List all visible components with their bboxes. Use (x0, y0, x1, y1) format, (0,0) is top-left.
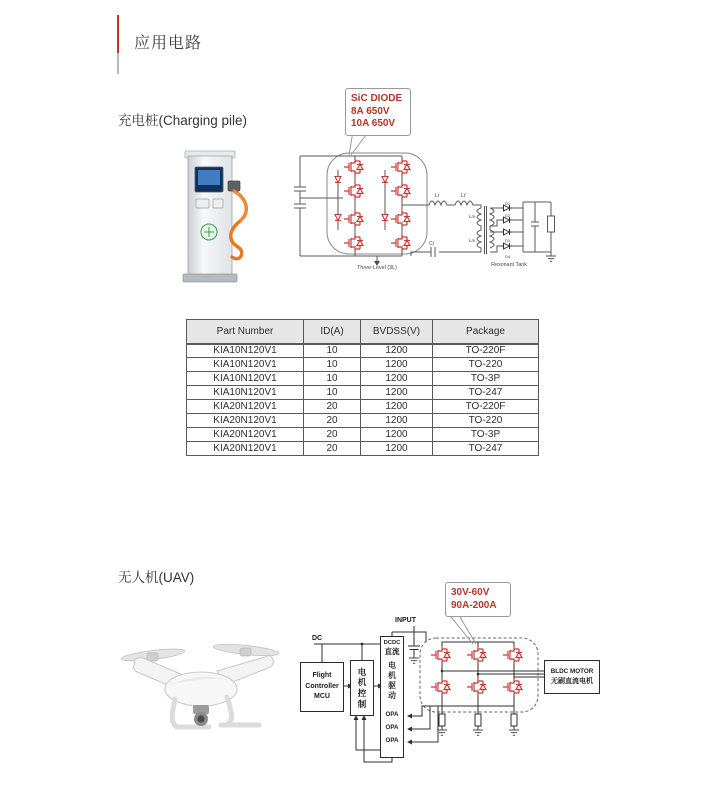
header-part-number: Part Number (187, 320, 304, 344)
callout-line: 8A 650V (351, 105, 390, 117)
motor-control-label: 电机控制 (357, 666, 367, 709)
cell-package: TO-220 (433, 414, 539, 428)
label-d1: D1 (505, 201, 511, 206)
cell-package: TO-247 (433, 442, 539, 456)
cell-id: 20 (304, 442, 361, 456)
table-row (187, 428, 539, 442)
section-label-charging-pile: 充电桩(Charging pile) (118, 113, 248, 128)
cell-part: KIA20N120V1 (187, 400, 304, 414)
bldc-motor-box (544, 660, 600, 694)
cell-id: 20 (304, 400, 361, 414)
cell-id: 10 (304, 358, 361, 372)
opa-label: OPA (385, 711, 399, 718)
bldc-label-en: BLDC MOTOR (550, 667, 594, 675)
cell-bvdss: 1200 (361, 442, 433, 456)
section-label-uav: 无人机(UAV) (118, 570, 195, 585)
parts-table (186, 319, 539, 456)
cell-bvdss: 1200 (361, 414, 433, 428)
table-row (187, 372, 539, 386)
motor-control-box (350, 660, 374, 716)
label-cr: Cr (429, 241, 435, 247)
uav-drone-photo (113, 627, 291, 753)
callout-line: 30V-60V (451, 587, 490, 598)
cell-id: 10 (304, 372, 361, 386)
cell-part: KIA20N120V1 (187, 414, 304, 428)
cell-part: KIA10N120V1 (187, 386, 304, 400)
cell-part: KIA20N120V1 (187, 428, 304, 442)
cell-package: TO-3P (433, 428, 539, 442)
cell-bvdss: 1200 (361, 400, 433, 414)
table-header-row (187, 320, 539, 344)
cell-part: KIA10N120V1 (187, 358, 304, 372)
cell-id: 10 (304, 386, 361, 400)
accent-bar-gray (117, 53, 119, 74)
label-dc: DC (312, 635, 323, 642)
table-row (187, 358, 539, 372)
table-row (187, 400, 539, 414)
table-row (187, 386, 539, 400)
opa-label: OPA (385, 737, 399, 744)
cell-package: TO-220 (433, 358, 539, 372)
label-input: INPUT (395, 617, 416, 624)
table-row (187, 414, 539, 428)
callout-line: 10A 650V (351, 118, 396, 129)
accent-bar-red (117, 15, 119, 53)
cell-bvdss: 1200 (361, 428, 433, 442)
label-d4: D4 (505, 254, 511, 259)
label-lm: Lm (469, 214, 476, 219)
cell-package: TO-247 (433, 386, 539, 400)
table-row (187, 442, 539, 456)
page-title: 应用电路 (134, 35, 203, 52)
bldc-label-cn: 无刷直流电机 (551, 677, 593, 685)
cell-bvdss: 1200 (361, 344, 433, 358)
label-resonant-tank: Resonant Tank (491, 262, 527, 268)
opa-label: OPA (385, 724, 399, 731)
flight-controller-mcu-box: Flight Controller MCU (300, 662, 344, 712)
dcdc-label: DCDC (383, 640, 401, 646)
cell-id: 10 (304, 344, 361, 358)
cell-package: TO-3P (433, 372, 539, 386)
motor-drive-label: 电机驱动 (388, 661, 396, 701)
cell-package: TO-220F (433, 400, 539, 414)
charging-circuit-schematic (283, 142, 571, 270)
cell-part: KIA10N120V1 (187, 344, 304, 358)
callout-line: 90A-200A (451, 599, 497, 611)
header-id: ID(A) (304, 320, 361, 344)
label-three-level: Three-Level (3L) (357, 265, 397, 270)
callout-sic-diode (345, 88, 411, 136)
label-lm: Lm (469, 238, 476, 243)
callout-line: SiC DIODE (351, 93, 403, 104)
label-lr2: Lr' (461, 193, 467, 199)
header-bvdss: BVDSS(V) (361, 320, 433, 344)
cell-part: KIA20N120V1 (187, 442, 304, 456)
cell-part: KIA10N120V1 (187, 372, 304, 386)
cell-id: 20 (304, 428, 361, 442)
cell-bvdss: 1200 (361, 372, 433, 386)
cell-package: TO-220F (433, 344, 539, 358)
label-d3: D3 (505, 238, 511, 243)
table-row (187, 344, 539, 358)
cell-bvdss: 1200 (361, 358, 433, 372)
cell-id: 20 (304, 414, 361, 428)
header-package: Package (433, 320, 539, 344)
cell-bvdss: 1200 (361, 386, 433, 400)
charging-pile-photo (170, 147, 264, 287)
driver-box (380, 636, 404, 758)
dcdc-label-cn: 直流 (384, 647, 400, 656)
label-d2: D2 (505, 213, 511, 218)
label-lr: Lr (435, 193, 440, 199)
callout-uav-spec (445, 582, 511, 617)
